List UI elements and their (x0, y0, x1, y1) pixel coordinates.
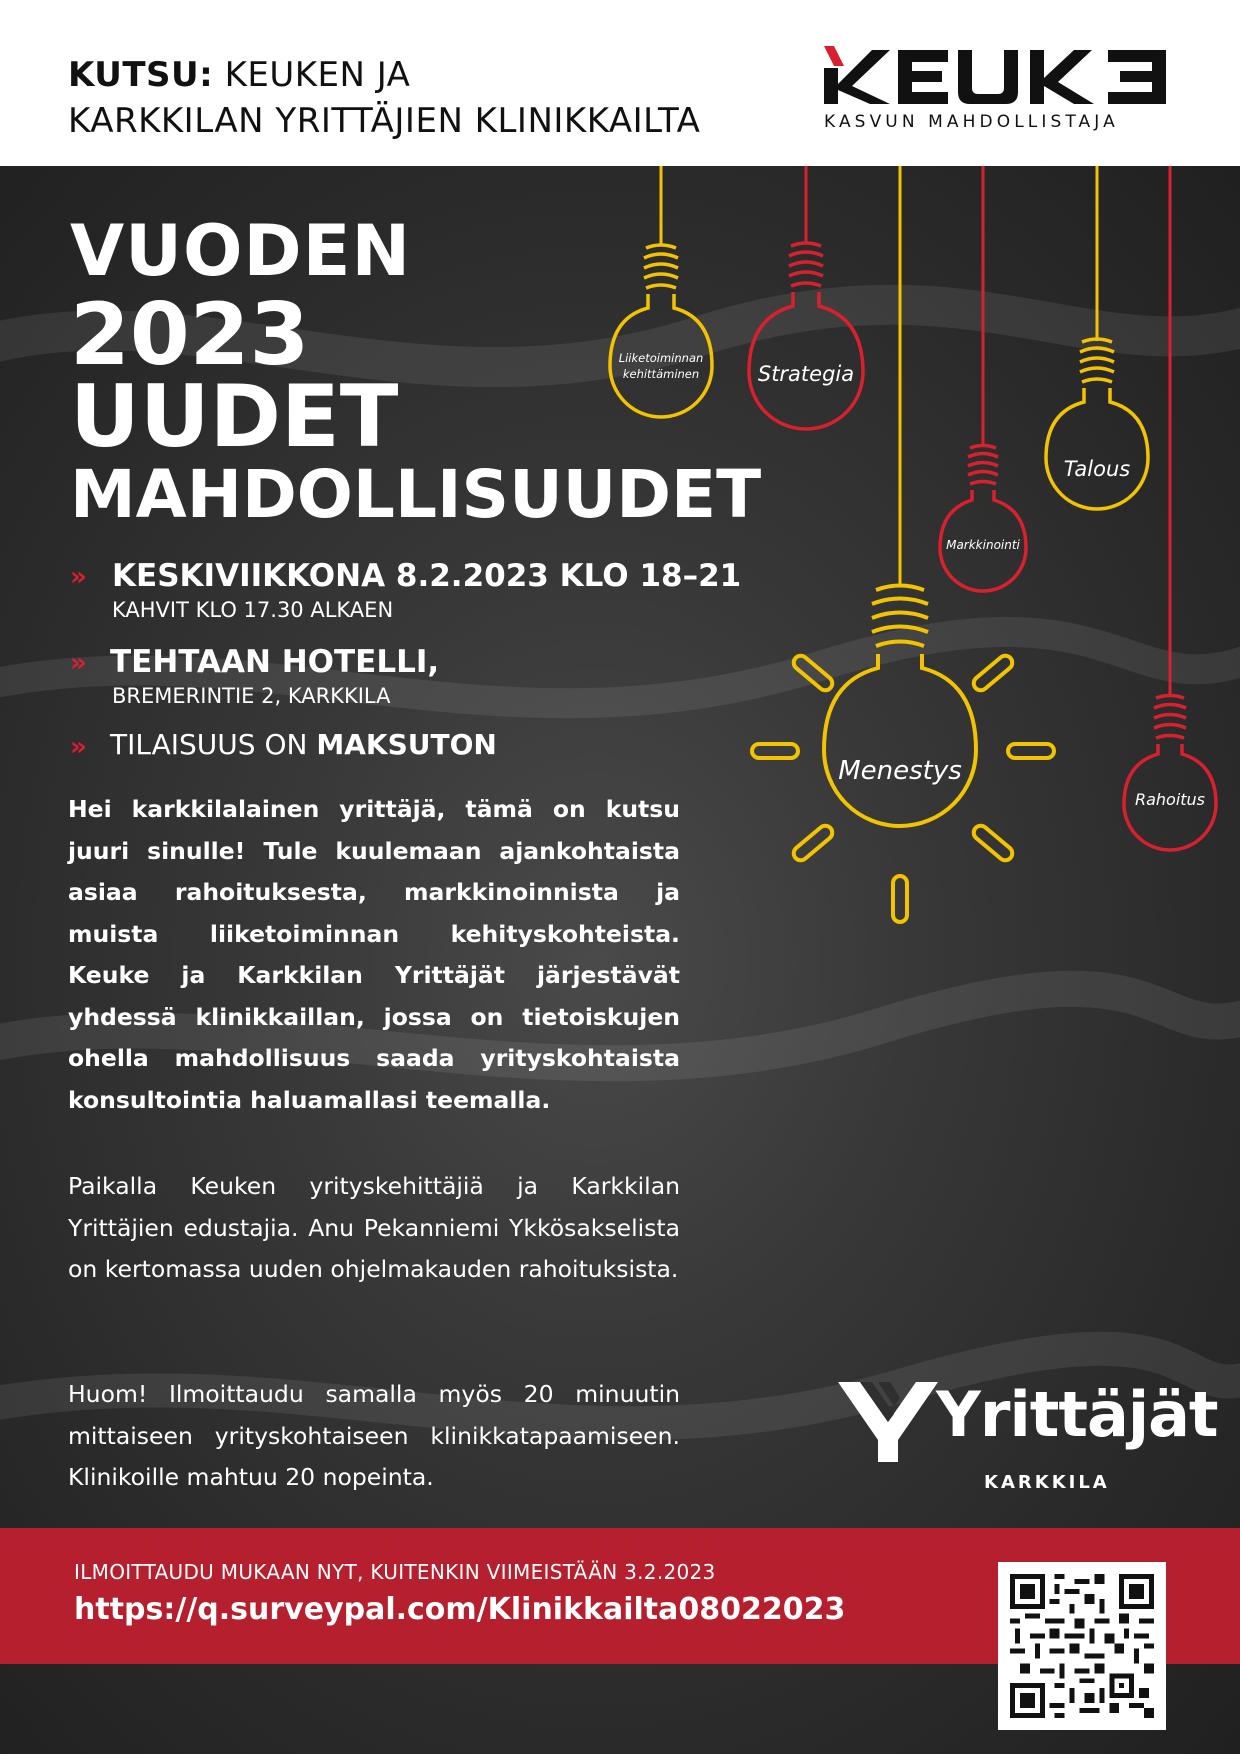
bulb-label-success: Menestys (838, 756, 962, 786)
bulb-business-development (610, 245, 712, 417)
bulb-label-finance: Talous (1063, 457, 1131, 481)
price-free: MAKSUTON (316, 728, 497, 761)
registration-paragraph: Huom! Ilmoittaudu samalla myös 20 minuutin mittaiseen yrityskohtaiseen klinikkatapaamiseen. Klinikoille mahtuu 20 nopeinta. (68, 1380, 680, 1491)
venue-address: BREMERINTIE 2, KARKKILA (112, 684, 391, 708)
bulb-label-marketing: Markkinointi (946, 538, 1020, 552)
keuke-logo-mark (824, 46, 1169, 108)
event-date: KESKIVIIKKONA 8.2.2023 KLO 18–21 (112, 558, 742, 594)
registration-qr-code[interactable] (998, 1562, 1166, 1730)
yrittajat-branch: KARKKILA (984, 1472, 1110, 1493)
header (0, 0, 1240, 166)
price-prefix: TILAISUUS ON (110, 728, 308, 761)
headline-year: 2023 (70, 285, 310, 385)
bulb-finance (1046, 339, 1148, 509)
yrittajat-logo-mark (838, 1382, 938, 1462)
bulb-label-business-line2: kehittäminen (622, 367, 700, 381)
invitation-heading (68, 52, 700, 144)
qr-code-icon (1010, 1574, 1154, 1718)
invitation-line2: KARKKILAN YRITTÄJIEN KLINIKKAILTA (68, 101, 701, 141)
venue-name: TEHTAAN HOTELLI, (110, 644, 440, 680)
invitation-line1: KEUKEN JA (224, 55, 411, 95)
keuke-logo (824, 46, 1169, 134)
bulb-success (752, 586, 1054, 923)
main-panel (0, 166, 1240, 1754)
registration-deadline: ILMOITTAUDU MUKAAN NYT, KUITENKIN VIIMEISTÄÄN 3.2.2023 (74, 1560, 716, 1584)
presenters-paragraph: Paikalla Keuken yrityskehittäjiä ja Karkkilan Yrittäjien edustajia. Anu Pekanniemi Ykkösakselista on kertomassa uuden ohjelmakauden rahoituksista. (68, 1172, 680, 1283)
arrow-icon: » (70, 562, 81, 592)
headline-line1: VUODEN (70, 210, 412, 292)
keuke-tagline: KASVUN MAHDOLLISTAJA (824, 112, 1119, 132)
bulb-strategy (749, 243, 863, 429)
headline-line4: MAHDOLLISUUDET (70, 456, 762, 533)
bulb-marketing (940, 446, 1026, 592)
bulb-label-funding: Rahoitus (1134, 790, 1206, 809)
yrittajat-name: Yrittäjät (936, 1378, 1218, 1451)
bulb-funding (1124, 696, 1216, 851)
invitation-label: KUTSU: (68, 55, 214, 95)
headline-line3: UUDET (70, 367, 399, 467)
coffee-time: KAHVIT KLO 17.30 ALKAEN (112, 598, 394, 622)
arrow-icon: » (70, 648, 81, 678)
lightbulb-illustration (0, 166, 1240, 1166)
bulb-label-business-line1: Liiketoiminnan (618, 351, 704, 365)
bulb-label-strategy: Strategia (757, 362, 855, 386)
registration-link[interactable]: https://q.surveypal.com/Klinikkailta08022023 (74, 1592, 846, 1627)
arrow-icon: » (70, 732, 81, 762)
yrittajat-logo (838, 1372, 1218, 1502)
intro-paragraph: Hei karkkilalainen yrittäjä, tämä on kutsu juuri sinulle! Tule kuulemaan ajankohtaista asiaa rahoituksesta, markkinoinnista ja muista liiketoiminnan kehityskohteista. Keuke ja Karkkilan Yrittäjät järjestävät yhdessä klinikkaillan, jossa on tietoiskujen ohella mahdollisuus saada yrityskohtaista konsultointia haluamallasi teemalla. (68, 795, 680, 1114)
